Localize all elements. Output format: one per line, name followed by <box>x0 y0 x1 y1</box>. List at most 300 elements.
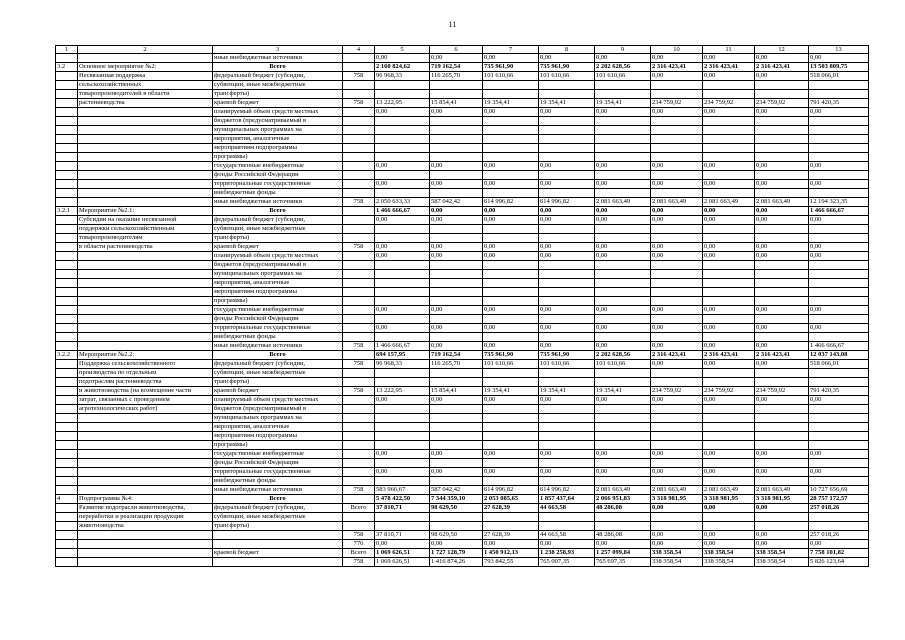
amount-col-8: 0,00 <box>539 468 595 477</box>
amount-col-12 <box>755 513 809 522</box>
amount-col-13 <box>809 522 869 531</box>
funding-source: планируемый объем средств местных <box>213 252 343 261</box>
amount-col-5: 0,00 <box>375 162 430 171</box>
amount-col-9: 0,00 <box>595 450 651 459</box>
table-row <box>56 468 869 477</box>
program-description <box>78 540 213 549</box>
amount-col-10 <box>651 522 703 531</box>
amount-col-12 <box>755 279 809 288</box>
table-row <box>56 342 869 351</box>
funding-source: мероприятия, аналогичные <box>213 423 343 432</box>
program-description: производства по отдельным <box>78 369 213 378</box>
amount-col-5: 1 466 666,67 <box>375 207 430 216</box>
amount-col-13: 7 758 101,82 <box>809 549 869 558</box>
amount-col-9: 101 610,66 <box>595 360 651 369</box>
amount-col-9: 2 202 628,56 <box>595 351 651 360</box>
amount-col-7: 0,00 <box>483 540 539 549</box>
amount-col-9: 0,00 <box>595 396 651 405</box>
amount-col-10 <box>651 270 703 279</box>
amount-col-7 <box>483 441 539 450</box>
amount-col-5 <box>375 423 430 432</box>
funding-source <box>213 531 343 540</box>
amount-col-6: 0,00 <box>430 342 483 351</box>
amount-col-5: 37 810,71 <box>375 504 430 513</box>
budget-code <box>343 450 375 459</box>
amount-col-12: 0,00 <box>755 342 809 351</box>
amount-col-13 <box>809 288 869 297</box>
row-number <box>56 90 78 99</box>
amount-col-8: 0,00 <box>539 207 595 216</box>
table-row <box>56 450 869 459</box>
row-number <box>56 279 78 288</box>
table-row <box>56 432 869 441</box>
amount-col-7 <box>483 81 539 90</box>
amount-col-13 <box>809 369 869 378</box>
amount-col-13: 12 194 323,35 <box>809 198 869 207</box>
column-number-7: 7 <box>483 46 539 54</box>
amount-col-6 <box>430 378 483 387</box>
amount-col-5: 0,00 <box>375 540 430 549</box>
program-description <box>78 108 213 117</box>
amount-col-5: 5 478 422,50 <box>375 495 430 504</box>
funding-source: территориальные государственные <box>213 468 343 477</box>
amount-col-12: 0,00 <box>755 468 809 477</box>
row-number <box>56 540 78 549</box>
budget-code <box>343 108 375 117</box>
amount-col-5 <box>375 126 430 135</box>
amount-col-5: 0,00 <box>375 324 430 333</box>
amount-col-8 <box>539 477 595 486</box>
amount-col-10: 2 316 423,41 <box>651 351 703 360</box>
amount-col-9: 2 081 663,49 <box>595 486 651 495</box>
table-row <box>56 198 869 207</box>
amount-col-11 <box>703 378 755 387</box>
funding-source <box>213 558 343 567</box>
amount-col-5 <box>375 117 430 126</box>
amount-col-12 <box>755 126 809 135</box>
amount-col-7: 0,00 <box>483 54 539 63</box>
budget-code: 758 <box>343 558 375 567</box>
row-number <box>56 531 78 540</box>
amount-col-7 <box>483 144 539 153</box>
row-number <box>56 252 78 261</box>
program-description: растениеводства <box>78 99 213 108</box>
table-row <box>56 522 869 531</box>
amount-col-11 <box>703 171 755 180</box>
amount-col-12: 3 318 981,95 <box>755 495 809 504</box>
budget-table <box>55 45 869 567</box>
amount-col-9 <box>595 378 651 387</box>
amount-col-12: 0,00 <box>755 216 809 225</box>
amount-col-11: 2 081 663,49 <box>703 486 755 495</box>
amount-col-6 <box>430 117 483 126</box>
amount-col-9 <box>595 414 651 423</box>
amount-col-7: 735 961,90 <box>483 351 539 360</box>
table-row <box>56 315 869 324</box>
funding-source: федеральный бюджет (субсидии, <box>213 360 343 369</box>
amount-col-9 <box>595 270 651 279</box>
amount-col-11 <box>703 315 755 324</box>
amount-col-11: 3 318 981,95 <box>703 495 755 504</box>
amount-col-8 <box>539 333 595 342</box>
amount-col-13: 0,00 <box>809 243 869 252</box>
amount-col-10 <box>651 513 703 522</box>
amount-col-10: 0,00 <box>651 162 703 171</box>
amount-col-5: 583 966,67 <box>375 486 430 495</box>
program-description <box>78 477 213 486</box>
amount-col-9 <box>595 90 651 99</box>
amount-col-7 <box>483 477 539 486</box>
amount-col-5 <box>375 288 430 297</box>
amount-col-12: 338 358,54 <box>755 549 809 558</box>
amount-col-9: 19 354,41 <box>595 387 651 396</box>
amount-col-8: 614 996,82 <box>539 198 595 207</box>
program-description <box>78 279 213 288</box>
amount-col-9: 2 202 628,56 <box>595 63 651 72</box>
amount-col-6 <box>430 315 483 324</box>
program-description <box>78 54 213 63</box>
amount-col-5: 2 160 824,62 <box>375 63 430 72</box>
amount-col-10 <box>651 288 703 297</box>
amount-col-13 <box>809 261 869 270</box>
amount-col-13 <box>809 126 869 135</box>
row-number <box>56 135 78 144</box>
row-number <box>56 504 78 513</box>
funding-source: планируемый объем средств местных <box>213 108 343 117</box>
amount-col-9: 0,00 <box>595 540 651 549</box>
table-row <box>56 351 869 360</box>
amount-col-12: 0,00 <box>755 243 809 252</box>
amount-col-11 <box>703 126 755 135</box>
budget-code <box>343 396 375 405</box>
amount-col-8 <box>539 288 595 297</box>
row-number <box>56 450 78 459</box>
amount-col-6: 0,00 <box>430 468 483 477</box>
amount-col-13: 10 727 656,69 <box>809 486 869 495</box>
budget-code: Всего <box>343 549 375 558</box>
amount-col-11: 338 358,54 <box>703 558 755 567</box>
funding-source: Всего <box>213 495 343 504</box>
amount-col-13 <box>809 81 869 90</box>
budget-code: 758 <box>343 360 375 369</box>
amount-col-7 <box>483 522 539 531</box>
program-description <box>78 342 213 351</box>
funding-source: субвенции, иные межбюджетные <box>213 369 343 378</box>
funding-source: мероприятиям подпрограммы <box>213 288 343 297</box>
amount-col-9: 0,00 <box>595 54 651 63</box>
amount-col-10 <box>651 333 703 342</box>
amount-col-6 <box>430 333 483 342</box>
amount-col-6: 0,00 <box>430 216 483 225</box>
amount-col-12 <box>755 81 809 90</box>
amount-col-12: 0,00 <box>755 306 809 315</box>
program-description <box>78 162 213 171</box>
amount-col-13: 28 757 172,57 <box>809 495 869 504</box>
amount-col-10 <box>651 405 703 414</box>
amount-col-6: 0,00 <box>430 207 483 216</box>
amount-col-12: 2 316 423,41 <box>755 351 809 360</box>
amount-col-13 <box>809 117 869 126</box>
page-number: 11 <box>448 20 457 29</box>
row-number: 3.2.1 <box>56 207 78 216</box>
amount-col-9: 0,00 <box>595 162 651 171</box>
amount-col-5: 0,00 <box>375 306 430 315</box>
row-number <box>56 81 78 90</box>
amount-col-7: 0,00 <box>483 207 539 216</box>
row-number: 3.2.2 <box>56 351 78 360</box>
table-row <box>56 414 869 423</box>
row-number <box>56 288 78 297</box>
amount-col-8 <box>539 414 595 423</box>
amount-col-5 <box>375 81 430 90</box>
amount-col-13: 0,00 <box>809 540 869 549</box>
amount-col-8: 0,00 <box>539 396 595 405</box>
funding-source: иные внебюджетные источники <box>213 486 343 495</box>
funding-source: иные внебюджетные источники <box>213 198 343 207</box>
amount-col-9: 48 286,08 <box>595 531 651 540</box>
amount-col-6 <box>430 261 483 270</box>
amount-col-12 <box>755 270 809 279</box>
amount-col-9 <box>595 441 651 450</box>
amount-col-7: 0,00 <box>483 252 539 261</box>
funding-source: федеральный бюджет (субсидии, <box>213 504 343 513</box>
budget-code <box>343 495 375 504</box>
amount-col-12 <box>755 288 809 297</box>
row-number <box>56 486 78 495</box>
funding-source: бюджетов (предусматриваемый в <box>213 117 343 126</box>
amount-col-7: 0,00 <box>483 216 539 225</box>
amount-col-8 <box>539 279 595 288</box>
amount-col-11 <box>703 297 755 306</box>
amount-col-9 <box>595 126 651 135</box>
program-description <box>78 558 213 567</box>
amount-col-12 <box>755 144 809 153</box>
table-row <box>56 459 869 468</box>
table-row <box>56 306 869 315</box>
amount-col-5 <box>375 270 430 279</box>
program-description: Несвязанная поддержка <box>78 72 213 81</box>
budget-code <box>343 459 375 468</box>
amount-col-10 <box>651 378 703 387</box>
amount-col-12 <box>755 423 809 432</box>
table-row <box>56 324 869 333</box>
funding-source: трансферты) <box>213 522 343 531</box>
funding-source: мероприятия, аналогичные <box>213 279 343 288</box>
amount-col-11 <box>703 270 755 279</box>
amount-col-7 <box>483 261 539 270</box>
amount-col-12 <box>755 297 809 306</box>
amount-col-12 <box>755 459 809 468</box>
amount-col-8: 44 663,58 <box>539 531 595 540</box>
amount-col-11: 2 316 423,41 <box>703 351 755 360</box>
amount-col-6: 0,00 <box>430 306 483 315</box>
table-row <box>56 234 869 243</box>
amount-col-9 <box>595 513 651 522</box>
amount-col-10: 0,00 <box>651 531 703 540</box>
budget-code <box>343 207 375 216</box>
row-number: 3.2 <box>56 63 78 72</box>
funding-source: муниципальных программах на <box>213 414 343 423</box>
amount-col-9: 2 081 663,49 <box>595 198 651 207</box>
amount-col-11: 0,00 <box>703 531 755 540</box>
amount-col-6 <box>430 135 483 144</box>
amount-col-7: 0,00 <box>483 180 539 189</box>
amount-col-10 <box>651 225 703 234</box>
budget-code <box>343 432 375 441</box>
row-number <box>56 558 78 567</box>
table-row <box>56 297 869 306</box>
amount-col-6: 116 265,70 <box>430 360 483 369</box>
amount-col-5: 1 069 626,51 <box>375 558 430 567</box>
budget-code <box>343 135 375 144</box>
amount-col-6: 0,00 <box>430 252 483 261</box>
program-description <box>78 261 213 270</box>
program-description <box>78 144 213 153</box>
amount-col-8 <box>539 459 595 468</box>
row-number <box>56 234 78 243</box>
amount-col-12: 0,00 <box>755 108 809 117</box>
amount-col-13 <box>809 378 869 387</box>
program-description: Подпрограмма №4: <box>78 495 213 504</box>
amount-col-12 <box>755 90 809 99</box>
amount-col-12: 234 759,92 <box>755 387 809 396</box>
row-number <box>56 324 78 333</box>
amount-col-7: 19 354,41 <box>483 387 539 396</box>
budget-code <box>343 279 375 288</box>
amount-col-11: 0,00 <box>703 342 755 351</box>
amount-col-13 <box>809 441 869 450</box>
amount-col-10: 338 358,54 <box>651 549 703 558</box>
amount-col-12: 2 081 663,49 <box>755 486 809 495</box>
budget-code <box>343 180 375 189</box>
amount-col-5: 0,00 <box>375 252 430 261</box>
program-description <box>78 189 213 198</box>
amount-col-13 <box>809 405 869 414</box>
amount-col-7 <box>483 378 539 387</box>
amount-col-8: 19 354,41 <box>539 99 595 108</box>
amount-col-7 <box>483 432 539 441</box>
table-row <box>56 171 869 180</box>
amount-col-12: 0,00 <box>755 54 809 63</box>
amount-col-13: 0,00 <box>809 468 869 477</box>
table-row <box>56 252 869 261</box>
amount-col-8: 19 354,41 <box>539 387 595 396</box>
amount-col-10: 0,00 <box>651 216 703 225</box>
row-number <box>56 468 78 477</box>
budget-code <box>343 144 375 153</box>
amount-col-12 <box>755 441 809 450</box>
amount-col-5 <box>375 522 430 531</box>
amount-col-10 <box>651 117 703 126</box>
budget-code: 758 <box>343 531 375 540</box>
funding-source: мероприятия, аналогичные <box>213 135 343 144</box>
amount-col-11: 0,00 <box>703 540 755 549</box>
amount-col-8: 0,00 <box>539 342 595 351</box>
budget-code <box>343 234 375 243</box>
amount-col-5 <box>375 432 430 441</box>
amount-col-8: 1 238 258,93 <box>539 549 595 558</box>
budget-code <box>343 54 375 63</box>
amount-col-10: 0,00 <box>651 360 703 369</box>
row-number <box>56 153 78 162</box>
funding-source: территориальные государственные <box>213 324 343 333</box>
program-description: и животноводства (на возмещение части <box>78 387 213 396</box>
amount-col-7: 0,00 <box>483 468 539 477</box>
amount-col-10 <box>651 414 703 423</box>
row-number <box>56 333 78 342</box>
amount-col-13 <box>809 414 869 423</box>
row-number <box>56 72 78 81</box>
amount-col-11: 0,00 <box>703 396 755 405</box>
amount-col-8: 44 663,58 <box>539 504 595 513</box>
amount-col-12 <box>755 153 809 162</box>
amount-col-8 <box>539 369 595 378</box>
amount-col-8: 0,00 <box>539 306 595 315</box>
amount-col-10: 0,00 <box>651 504 703 513</box>
amount-col-12: 0,00 <box>755 324 809 333</box>
funding-source: трансферты) <box>213 234 343 243</box>
program-description: подотраслям растениеводства <box>78 378 213 387</box>
amount-col-13 <box>809 315 869 324</box>
row-number <box>56 54 78 63</box>
amount-col-8: 765 007,35 <box>539 558 595 567</box>
table-row <box>56 189 869 198</box>
amount-col-7 <box>483 333 539 342</box>
amount-col-11: 0,00 <box>703 180 755 189</box>
column-number-2: 2 <box>78 46 213 54</box>
row-number <box>56 171 78 180</box>
amount-col-12: 2 316 423,41 <box>755 63 809 72</box>
table-row <box>56 108 869 117</box>
amount-col-7: 735 961,90 <box>483 63 539 72</box>
amount-col-12: 2 081 663,49 <box>755 198 809 207</box>
amount-col-12: 234 759,92 <box>755 99 809 108</box>
amount-col-11 <box>703 459 755 468</box>
amount-col-7: 27 628,39 <box>483 504 539 513</box>
amount-col-9 <box>595 405 651 414</box>
budget-code <box>343 90 375 99</box>
amount-col-13 <box>809 189 869 198</box>
amount-col-6 <box>430 279 483 288</box>
table-row <box>56 144 869 153</box>
amount-col-10: 0,00 <box>651 54 703 63</box>
amount-col-10: 0,00 <box>651 180 703 189</box>
amount-col-7 <box>483 153 539 162</box>
amount-col-6: 587 042,42 <box>430 198 483 207</box>
amount-col-6 <box>430 153 483 162</box>
amount-col-7: 614 996,82 <box>483 486 539 495</box>
amount-col-6: 587 042,42 <box>430 486 483 495</box>
funding-source: краевой бюджет <box>213 243 343 252</box>
program-description <box>78 306 213 315</box>
funding-source: государственные внебюджетные <box>213 450 343 459</box>
program-description <box>78 180 213 189</box>
amount-col-6 <box>430 81 483 90</box>
column-number-12: 12 <box>755 46 809 54</box>
amount-col-6: 0,00 <box>430 54 483 63</box>
program-description <box>78 531 213 540</box>
amount-col-13: 0,00 <box>809 306 869 315</box>
amount-col-12 <box>755 369 809 378</box>
amount-col-11 <box>703 189 755 198</box>
program-description: Мероприятие №2.1: <box>78 207 213 216</box>
row-number <box>56 117 78 126</box>
amount-col-7: 19 354,41 <box>483 99 539 108</box>
table-row <box>56 279 869 288</box>
amount-col-11 <box>703 477 755 486</box>
table-row <box>56 72 869 81</box>
budget-code <box>343 378 375 387</box>
